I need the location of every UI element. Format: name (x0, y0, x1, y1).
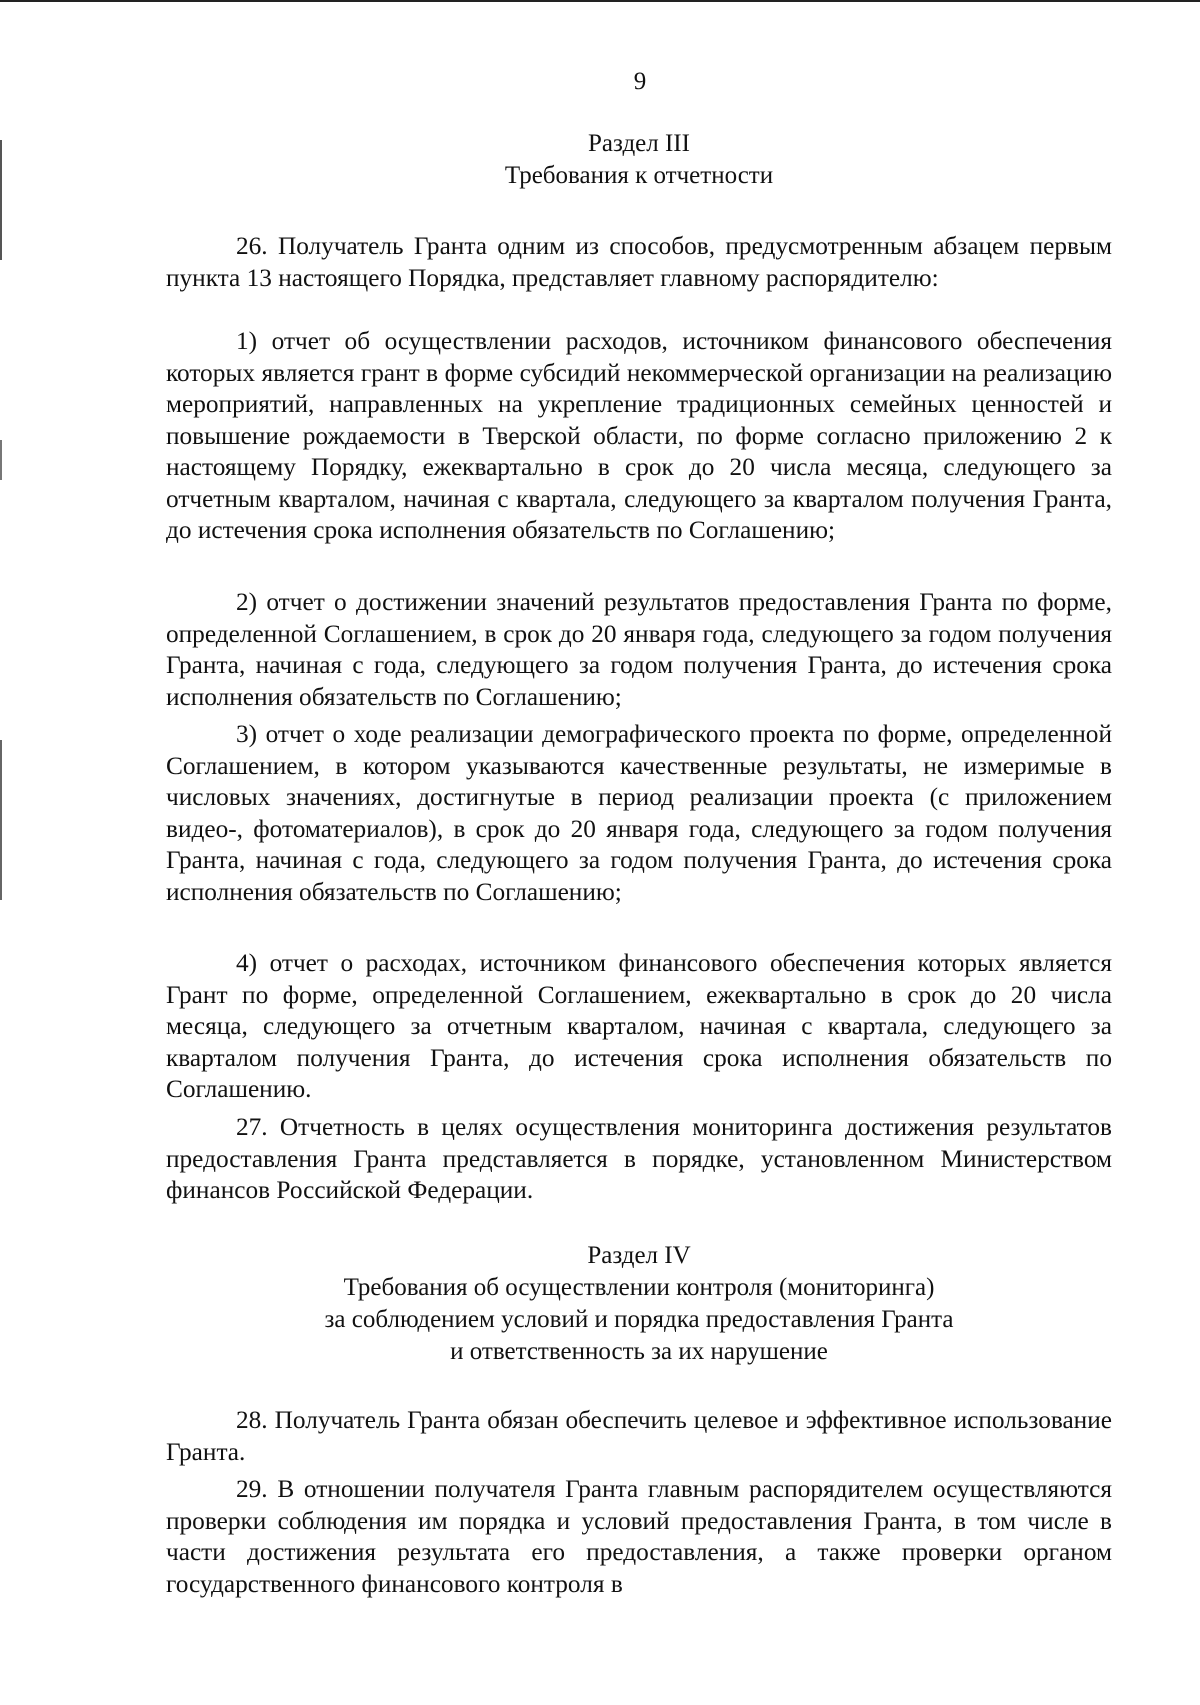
section-4-title-line-3: и ответственность за их нарушение (450, 1338, 828, 1365)
paragraph-26-item-1: 1) отчет об осуществлении расходов, источником финансового обеспечения которых является грант в форме субсидий некоммерческой организации на реализацию мероприятий, направленных на укрепление традиционных семейных ценностей и повышение рождаемости в Тверской области, по форме согласно приложению 2 к настоящему Порядку, ежеквартально в срок до 20 числа месяца, следующего за отчетным кварталом, начиная с квартала, следующего за кварталом получения Гранта, до истечения срока исполнения обязательств по Соглашению; (166, 327, 1112, 544)
paragraph-26: 26. Получатель Гранта одним из способов, предусмотренным абзацем первым пункта 13 настоящего Порядка, представляет главному распорядителю: (166, 232, 1112, 292)
paragraph-26-item-4: 4) отчет о расходах, источником финансового обеспечения которых является Грант по форме, определенной Соглашением, ежеквартально в срок до 20 числа месяца, следующего за отчетным кварталом, начиная с квартала, следующего за кварталом получения Гранта, до истечения срока исполнения обязательств по Соглашению. (166, 949, 1112, 1103)
section-3-label: Раздел III (588, 130, 690, 157)
section-4-heading (166, 1240, 1112, 1368)
page-number: 9 (633, 68, 647, 95)
section-3-title: Требования к отчетности (504, 162, 774, 189)
section-4-label: Раздел IV (587, 1242, 691, 1269)
paragraph-26-item-3: 3) отчет о ходе реализации демографического проекта по форме, определенной Соглашением, в котором указываются качественные результаты, не измеримые в числовых значениях, достигнутые в период реализации проекта (с приложением видео-, фотоматериалов), в срок до 20 января года, следующего за годом получения Гранта, начиная с года, следующего за годом получения Гранта, до истечения срока исполнения обязательств по Соглашению; (166, 720, 1112, 906)
section-3-heading (166, 128, 1112, 192)
section-4-title-line-2: за соблюдением условий и порядка предоставления Гранта (324, 1306, 954, 1333)
paragraph-28: 28. Получатель Гранта обязан обеспечить целевое и эффективное использование Гранта. (166, 1406, 1112, 1466)
paragraph-26-item-2: 2) отчет о достижении значений результатов предоставления Гранта по форме, определенной Соглашением, в срок до 20 января года, следующего за годом получения Гранта, начиная с года, следующего за годом получения Гранта, до истечения срока исполнения обязательств по Соглашению; (166, 588, 1112, 711)
scan-top-edge (0, 0, 1200, 2)
paragraph-27: 27. Отчетность в целях осуществления мониторинга достижения результатов предоставления Гранта представляется в порядке, установленном Министерством финансов Российской Федерации. (166, 1113, 1112, 1204)
scan-left-edge (0, 140, 2, 1700)
section-4-title-line-1: Требования об осуществлении контроля (мониторинга) (343, 1274, 935, 1301)
paragraph-29: 29. В отношении получателя Гранта главным распорядителем осуществляются проверки соблюдения им порядка и условий предоставления Гранта, в том числе в части достижения результата его предоставления, а также проверки органом государственного финансового контроля в (166, 1475, 1112, 1598)
